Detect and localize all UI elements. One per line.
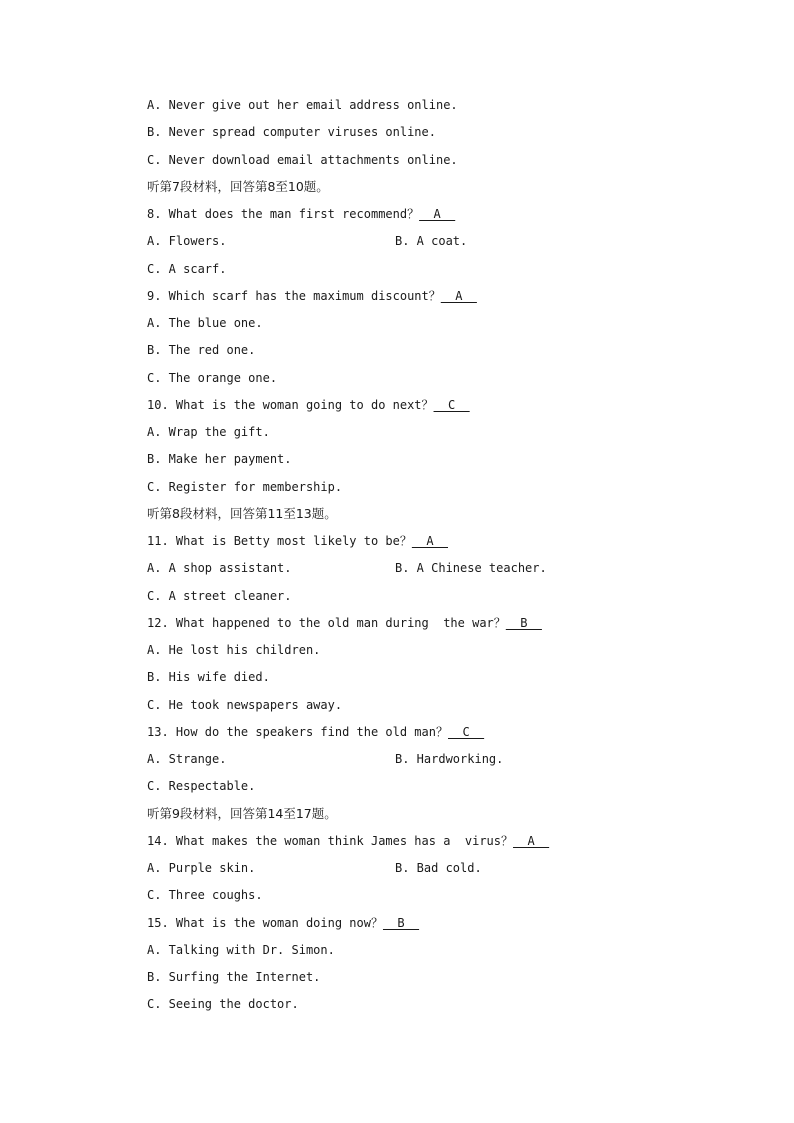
option-line [147,313,263,333]
answer-blank: B [382,915,420,930]
question-text: 14. What makes the woman think James has a virus？ [147,833,514,848]
question-text: 11. What is Betty most likely to be？ [147,534,412,548]
option-text: B. The red one. [147,343,256,358]
option-line [147,449,292,469]
option-text: B. Surfing the Internet. [147,970,321,984]
option-line [147,749,504,769]
option-text: B. Never spread computer viruses online. [147,125,436,140]
option-line [147,122,436,142]
option-text: A. Never give out her email address online. [147,98,458,112]
option-text: A. Wrap the gift. [147,425,270,439]
option-line [147,885,263,905]
question-line [147,722,484,742]
answer-blank: B [505,615,542,630]
option-line [147,858,482,878]
option-line [147,368,277,388]
answer-blank: C [433,397,470,412]
option-text: A. Purple skin. [147,861,256,875]
option-line [147,95,458,115]
option-line [147,640,320,660]
option-line [147,586,292,606]
question-text: 15. What is the woman doing now？ [147,915,383,930]
option-text: B. Bad cold. [395,861,482,875]
answer-blank: C [448,724,485,739]
option-text: C. Seeing the doctor. [147,997,299,1012]
option-text: C. A street cleaner. [147,588,292,603]
option-line [147,667,270,687]
option-text: A. The blue one. [147,316,263,330]
option-line [147,340,255,360]
question-text: 12. What happened to the old man during the war？ [147,615,506,630]
question-line [147,531,448,551]
option-text: C. The orange one. [147,370,278,385]
section-heading [147,177,329,197]
question-line [147,286,477,306]
option-text: C. Three coughs. [147,888,263,903]
answer-blank: A [419,207,456,221]
option-line [147,695,342,715]
option-text: A. A shop assistant. [147,561,292,576]
option-line [147,967,320,987]
option-line [147,422,270,442]
option-line [147,776,255,796]
question-line [147,395,470,415]
option-line [147,150,458,170]
option-text: C. He took newspapers away. [147,697,343,712]
option-text: A. Talking with Dr. Simon. [147,942,335,957]
option-text: B. A coat. [395,234,468,249]
question-text: 13. How do the speakers find the old man？ [147,724,448,739]
answer-blank: A [513,833,550,848]
question-line [147,831,549,851]
question-text: 10. What is the woman going to do next？ [147,397,434,412]
option-line [147,231,468,251]
option-text: B. Hardworking. [395,752,504,766]
option-text: C. Never download email attachments online. [147,152,458,167]
option-line [147,940,335,960]
answer-blank: A [440,288,477,303]
option-text: B. His wife died. [147,670,270,685]
question-line [147,613,542,633]
option-text: B. Make her payment. [147,452,292,467]
section-heading [147,504,337,524]
option-line [147,994,299,1014]
option-text: C. Respectable. [147,779,256,794]
option-line [147,259,226,279]
option-text: C. Register for membership. [147,479,343,494]
option-text: A. Flowers. [147,234,227,249]
section-text: 听第8段材料，回答第11至13题。 [147,505,337,521]
option-text: B. A Chinese teacher. [395,561,547,576]
option-text: A. He lost his children. [147,643,321,657]
option-line [147,558,547,578]
question-line [147,204,455,224]
option-text: A. Strange. [147,752,227,766]
section-text: 听第9段材料，回答第14至17题。 [147,805,337,821]
question-line [147,913,419,933]
question-text: 9. Which scarf has the maximum discount？ [147,288,441,303]
section-heading [147,804,337,824]
question-text: 8. What does the man first recommend？ [147,207,420,221]
option-text: C. A scarf. [147,261,227,276]
option-line [147,477,342,497]
answer-blank: A [411,534,448,548]
section-text: 听第7段材料，回答第8至10题。 [147,178,329,194]
